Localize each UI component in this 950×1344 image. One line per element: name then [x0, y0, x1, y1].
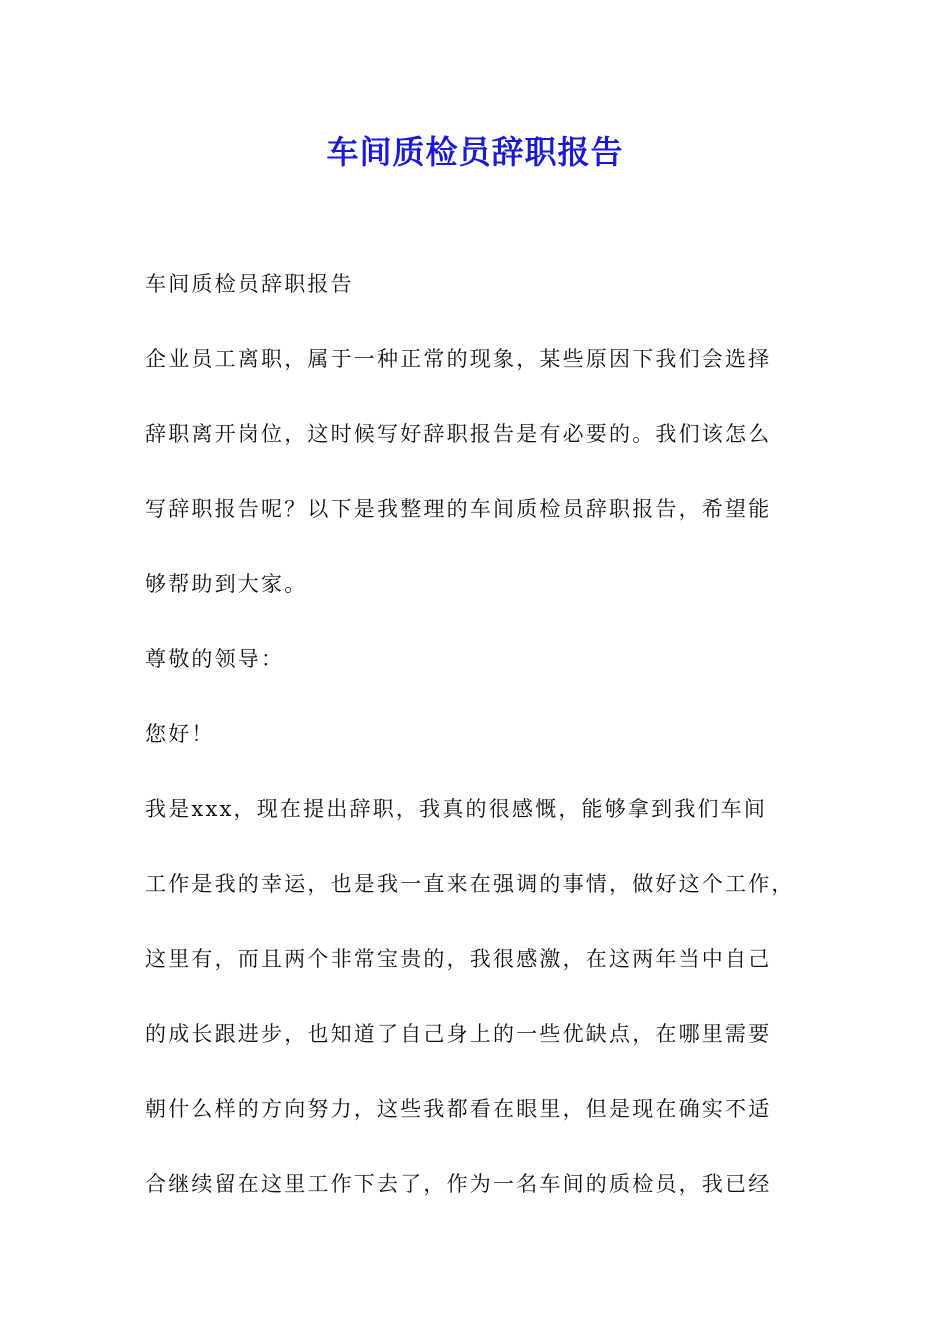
- body-line: 写辞职报告呢？以下是我整理的车间质检员辞职报告，希望能: [145, 497, 772, 521]
- body-line: 的成长跟进步，也知道了自己身上的一些优缺点，在哪里需要: [145, 1022, 772, 1046]
- body-line: 辞职离开岗位，这时候写好辞职报告是有必要的。我们该怎么: [145, 422, 772, 446]
- body-line: 企业员工离职，属于一种正常的现象，某些原因下我们会选择: [145, 347, 772, 371]
- body-line: 工作是我的幸运，也是我一直来在强调的事情，做好这个工作，: [145, 872, 795, 896]
- body-line: 车间质检员辞职报告: [145, 272, 354, 296]
- body-line: 我是xxx，现在提出辞职，我真的很感慨，能够拿到我们车间: [145, 797, 768, 821]
- document-title: 车间质检员辞职报告: [326, 133, 624, 171]
- body-line: 朝什么样的方向努力，这些我都看在眼里，但是现在确实不适: [145, 1097, 772, 1121]
- body-line: 您好！: [145, 722, 215, 746]
- body-line: 够帮助到大家。: [145, 572, 308, 596]
- body-line: 这里有，而且两个非常宝贵的，我很感激，在这两年当中自己: [145, 947, 772, 971]
- body-line: 尊敬的领导：: [145, 647, 285, 671]
- body-line: 合继续留在这里工作下去了，作为一名车间的质检员，我已经: [145, 1172, 772, 1196]
- document-body: [145, 262, 810, 1237]
